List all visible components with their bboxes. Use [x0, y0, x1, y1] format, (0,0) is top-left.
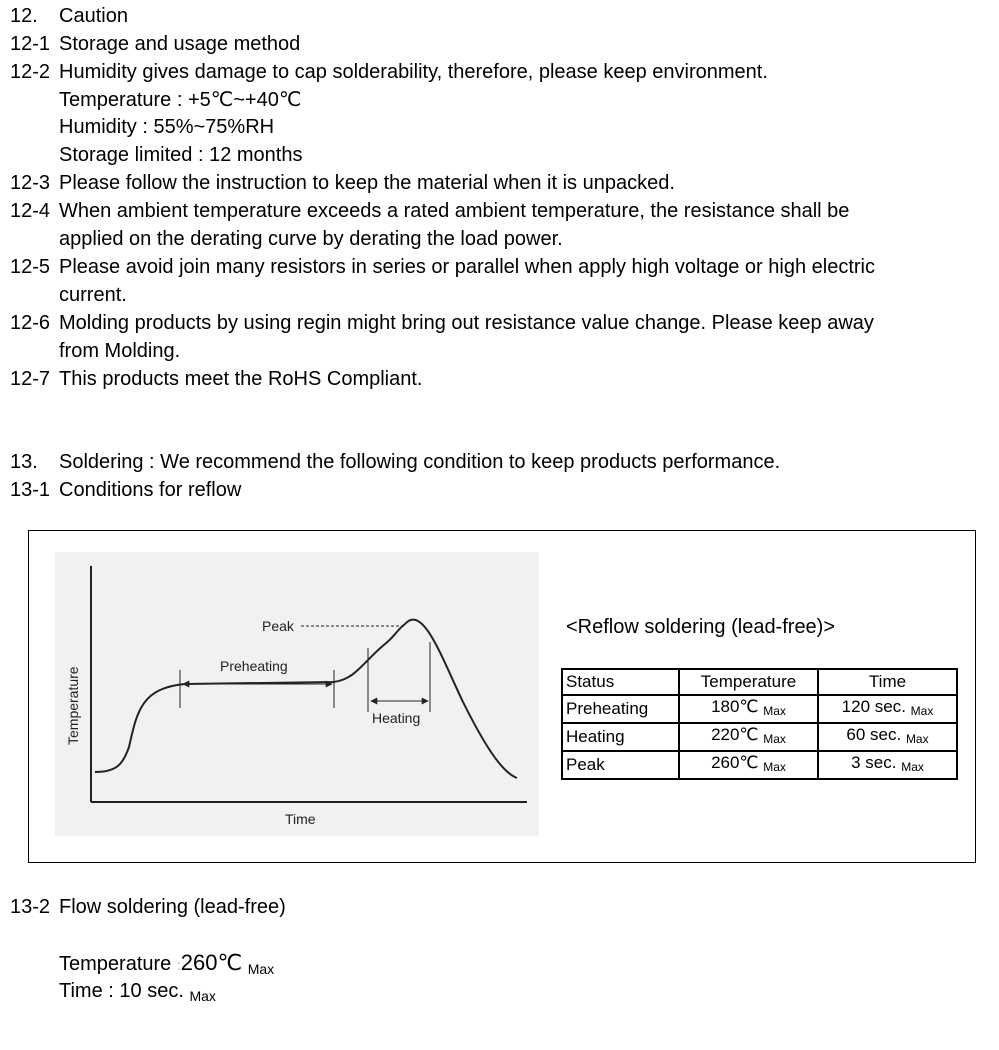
list-item — [10, 199, 849, 223]
temperature-value: 260℃ — [711, 753, 759, 772]
item-number: 12-3 — [10, 172, 51, 194]
section-title: Caution — [59, 5, 128, 27]
flow-time — [59, 979, 216, 1008]
temperature-value: 220℃ — [711, 725, 759, 744]
env-humidity: Humidity : 55%~75%RH — [59, 116, 275, 138]
max-label: Max — [189, 988, 216, 1004]
item-text: Storage and usage method — [59, 33, 301, 55]
item-number: 12-5 — [10, 256, 51, 278]
time-cell — [818, 695, 957, 723]
flow-temp-label: Temperature — [59, 953, 172, 975]
item-text: Molding products by using regin might bring out resistance value change. Please keep away — [59, 312, 874, 334]
item-number: 12-4 — [10, 200, 51, 222]
env-storage: Storage limited : 12 months — [59, 144, 303, 166]
temperature-cell — [679, 695, 818, 723]
list-item — [10, 311, 874, 335]
time-cell — [818, 723, 957, 751]
item-text: Flow soldering (lead-free) — [59, 896, 286, 918]
flow-time-value: 10 sec. — [119, 980, 184, 1002]
peak-label: Peak — [262, 618, 294, 634]
list-item — [10, 367, 423, 391]
list-item — [10, 32, 300, 56]
reflow-title: <Reflow soldering (lead-free)> — [566, 616, 836, 638]
max-label: Max — [910, 704, 934, 718]
item-text: Please avoid join many resistors in series or parallel when apply high voltage or high electric — [59, 256, 875, 278]
list-item — [10, 255, 875, 279]
reflow-conditions-table — [561, 668, 958, 780]
max-label: Max — [247, 961, 275, 977]
item-number: 13-1 — [10, 479, 51, 501]
flow-temp-value: 260℃ — [180, 950, 243, 975]
reflow-profile-curve — [95, 620, 517, 778]
temperature-cell — [679, 723, 818, 751]
max-label: Max — [905, 732, 929, 746]
temperature-value: 180℃ — [711, 697, 759, 716]
section-number: 12. — [10, 5, 38, 27]
time-cell — [818, 751, 957, 779]
env-temperature: Temperature : +5℃~+40℃ — [59, 89, 302, 111]
list-item — [10, 60, 768, 84]
item-text: Humidity gives damage to cap solderability, therefore, please keep environment. — [59, 61, 768, 83]
time-value: 3 sec. — [851, 753, 897, 772]
section-title: Soldering : We recommend the following condition to keep products performance. — [59, 451, 781, 473]
item-text: When ambient temperature exceeds a rated ambient temperature, the resistance shall be — [59, 200, 850, 222]
item-text-continued: current. — [59, 284, 127, 306]
status-cell: Heating — [562, 723, 679, 751]
item-text-continued: from Molding. — [59, 340, 181, 362]
caution-heading — [10, 4, 128, 28]
max-label: Max — [763, 732, 786, 746]
x-axis-label: Time — [285, 811, 316, 827]
status-cell: Preheating — [562, 695, 679, 723]
item-text: Conditions for reflow — [59, 479, 242, 501]
flow-temp-separator: : — [176, 957, 181, 973]
time-value: 120 sec. — [841, 697, 906, 716]
flow-temperature — [59, 951, 274, 981]
item-number: 13-2 — [10, 896, 51, 918]
table-row — [562, 695, 957, 723]
item-text-continued: applied on the derating curve by derating the load power. — [59, 228, 563, 250]
flow-time-label: Time : — [59, 980, 114, 1002]
item-number: 12-6 — [10, 312, 51, 334]
item-number: 12-2 — [10, 61, 51, 83]
item-number: 12-7 — [10, 368, 51, 390]
item-text: This products meet the RoHS Compliant. — [59, 368, 423, 390]
status-cell: Peak — [562, 751, 679, 779]
table-row — [562, 751, 957, 779]
list-item — [10, 171, 675, 195]
list-item — [10, 478, 241, 502]
section-number: 13. — [10, 451, 38, 473]
time-value: 60 sec. — [846, 725, 902, 744]
table-header: Status — [562, 669, 679, 695]
table-row — [562, 723, 957, 751]
temperature-cell — [679, 751, 818, 779]
table-header: Temperature — [679, 669, 818, 695]
max-label: Max — [763, 704, 786, 718]
heating-label: Heating — [372, 710, 421, 726]
preheating-label: Preheating — [220, 658, 288, 674]
reflow-profile-svg — [55, 552, 539, 836]
reflow-profile-graph — [55, 552, 539, 836]
list-item — [10, 895, 286, 919]
max-label: Max — [763, 760, 786, 774]
y-axis-label: Temperature — [65, 666, 81, 745]
soldering-heading — [10, 450, 780, 474]
table-header: Time — [818, 669, 957, 695]
table-header-row — [562, 669, 957, 695]
item-number: 12-1 — [10, 33, 51, 55]
item-text: Please follow the instruction to keep the material when it is unpacked. — [59, 172, 675, 194]
max-label: Max — [901, 760, 924, 774]
